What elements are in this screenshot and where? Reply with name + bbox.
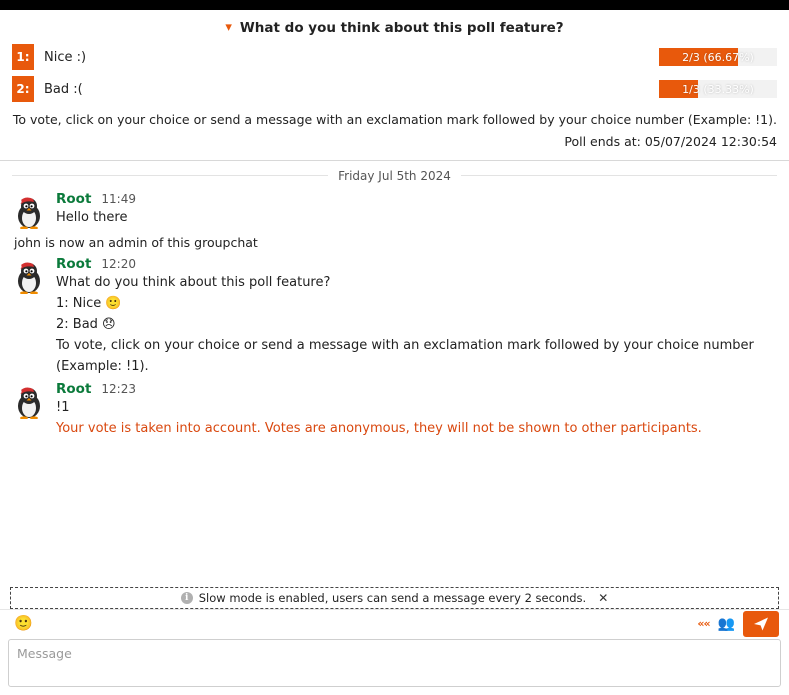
poll-option-result: 2/3 (66.67%) [682, 50, 754, 64]
message-body [56, 256, 777, 377]
message-text: To vote, click on your choice or send a message with an exclamation mark followed by your choice number [56, 338, 754, 354]
send-icon [753, 616, 769, 632]
poll-option-result: 1/3 (33.33%) [682, 82, 754, 96]
send-button[interactable] [743, 611, 779, 637]
penguin-avatar-icon [12, 385, 46, 419]
message-text: 1: Nice 🙂 [56, 296, 122, 312]
participants-icon[interactable]: 👥 [717, 615, 735, 632]
message-item [12, 189, 777, 231]
poll-option-label: Bad :( [44, 81, 83, 97]
poll-option-bar [659, 48, 777, 66]
message-text: (Example: !1). [56, 359, 149, 375]
slow-mode-banner [10, 587, 779, 609]
message-time: 12:23 [101, 382, 136, 397]
scrollbar[interactable] [785, 10, 789, 570]
avatar[interactable] [12, 195, 46, 229]
message-body [56, 191, 777, 228]
message-author[interactable]: Root [56, 381, 92, 398]
message-header [56, 191, 777, 207]
close-icon[interactable]: ✕ [598, 591, 609, 605]
collapse-sidebar-icon[interactable]: «« [697, 617, 710, 630]
message-item [12, 254, 777, 379]
poll-option-label: Nice :) [44, 49, 87, 65]
message-item [12, 379, 777, 441]
date-separator-label: Friday Jul 5th 2024 [328, 169, 461, 183]
avatar[interactable] [12, 385, 46, 419]
message-text: !1 [56, 400, 70, 416]
penguin-avatar-icon [12, 260, 46, 294]
chevron-down-icon[interactable]: ▾ [225, 19, 232, 35]
poll-option-bar [659, 80, 777, 98]
message-text: What do you think about this poll feature? [56, 275, 331, 290]
message-text: Hello there [56, 210, 128, 225]
message-text: 2: Bad 😞 [56, 317, 116, 333]
poll-option-1[interactable] [12, 44, 777, 70]
poll-option-number: 1: [12, 44, 34, 70]
message-author[interactable]: Root [56, 256, 92, 272]
message-header [56, 256, 777, 272]
message-time: 12:20 [101, 257, 136, 271]
message-author[interactable]: Root [56, 191, 92, 207]
window-top-strip [0, 0, 789, 10]
emoji-picker-icon[interactable]: 🙂 [14, 614, 33, 632]
vote-confirmation-notice: Your vote is taken into account. Votes are anonymous, they will not be shown to other participants. [56, 421, 702, 437]
message-header [56, 381, 777, 397]
poll-option-number: 2: [12, 76, 34, 102]
message-list[interactable] [0, 161, 789, 571]
message-body [56, 381, 777, 439]
poll-header[interactable] [12, 16, 777, 44]
poll-title: What do you think about this poll feature? [239, 20, 564, 36]
message-time: 11:49 [101, 192, 136, 206]
info-icon: i [181, 592, 193, 604]
composer-right-tools [697, 611, 779, 637]
poll-end-time: Poll ends at: 05/07/2024 12:30:54 [564, 134, 777, 149]
composer-area [0, 587, 789, 695]
date-separator [12, 161, 777, 189]
penguin-avatar-icon [12, 195, 46, 229]
poll-panel [0, 10, 789, 161]
poll-instructions: To vote, click on your choice or send a message with an exclamation mark followed by your choice number (Example: !1). [12, 112, 777, 127]
slow-mode-text: Slow mode is enabled, users can send a message every 2 seconds. [198, 591, 587, 605]
message-input[interactable]: Message [8, 639, 781, 687]
system-notice: john is now an admin of this groupchat [14, 235, 258, 250]
poll-option-2[interactable] [12, 76, 777, 102]
composer-toolbar [0, 609, 789, 637]
avatar[interactable] [12, 260, 46, 294]
